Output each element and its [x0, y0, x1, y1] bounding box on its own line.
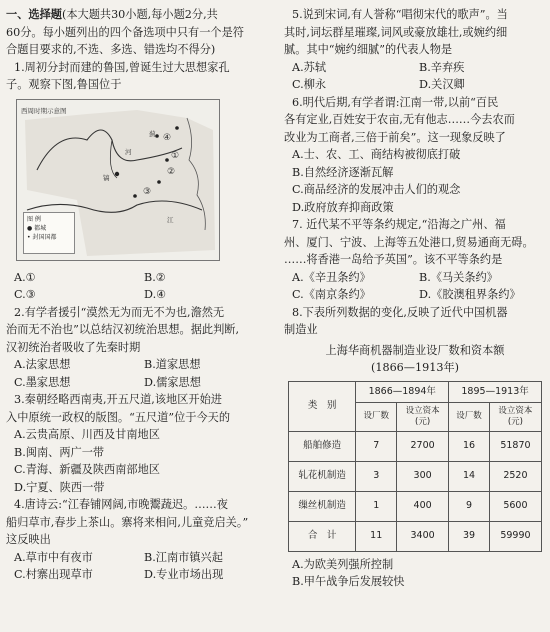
- option: A.士、农、工、商结构被彻底打破: [292, 148, 461, 161]
- option: A.《辛丑条约》: [292, 270, 371, 284]
- table-cell: 2520: [489, 461, 541, 491]
- table-cell: 11: [356, 521, 397, 551]
- table-cell: 缫丝机制造: [289, 491, 356, 521]
- question-1-options: [6, 286, 274, 304]
- table-subheader: 设立资本 (元): [489, 402, 541, 431]
- option: B.《马关条约》: [419, 270, 498, 284]
- table-cell: 9: [449, 491, 490, 521]
- question-5-text: 5.说到宋词,有人誉称“唱彻宋代的歌声”。当: [292, 8, 508, 21]
- table-cell: 合 计: [289, 521, 356, 551]
- option: C.青海、新疆及陕西南部地区: [14, 463, 160, 476]
- question-3-text: 3.秦朝经略西南夷,开五尺道,该地区开始进: [14, 393, 222, 406]
- question-5-text: 其时,词坛群星璀璨,词风或豪放雄壮,或婉约细: [284, 25, 508, 39]
- section-header: [6, 6, 274, 24]
- option: D.宁夏、陕西一带: [14, 480, 105, 494]
- question-6-text: 各有定业,百姓安于农亩,无有他志……今去农而: [284, 113, 515, 126]
- map-label: 江: [167, 215, 174, 224]
- table-total-row: [289, 521, 542, 551]
- table-subheader: 设立资本 (元): [397, 402, 449, 431]
- option: B.江南市镇兴起: [144, 550, 223, 564]
- option: B.甲午战争后发展较快: [292, 575, 405, 588]
- option: C.③: [14, 288, 36, 301]
- question-4-text: 船归草市,春步上茶山。寨将来相问,儿童竞启关。”: [6, 515, 249, 529]
- question-2-text: 治而无不治也”以总结汉初统治思想。据此判断,: [6, 323, 240, 336]
- map-marker-2: ②: [167, 166, 176, 177]
- table-subheader: 设厂数: [449, 402, 490, 431]
- option: A.草市中有夜市: [14, 550, 93, 564]
- option: B.②: [144, 270, 166, 284]
- table-header-period: 1895—1913年: [449, 381, 542, 402]
- table-header-category: 类 别: [289, 381, 356, 431]
- option: B.闽南、两广一带: [14, 445, 105, 459]
- option: B.自然经济逐渐瓦解: [292, 165, 394, 179]
- legend-item: • 封国国都: [27, 233, 57, 241]
- table-header-period: 1866—1894年: [356, 381, 449, 402]
- option: B.辛弃疾: [419, 60, 465, 74]
- map-title: 西周时期示意图: [21, 106, 67, 115]
- legend-capital-label: 都城: [34, 224, 47, 232]
- option: A.法家思想: [14, 358, 71, 371]
- option: B.道家思想: [144, 358, 201, 371]
- question-1-text: 子。观察下图,鲁国位于: [6, 78, 122, 91]
- question-4-options: [6, 566, 274, 584]
- table-header-row: [289, 381, 542, 402]
- table-cell: 1: [356, 491, 397, 521]
- option: A.云贵高原、川西及甘南地区: [14, 428, 160, 441]
- option: D.政府放弃抑商政策: [292, 200, 394, 214]
- question-3-text: 入中原统一政权的版图。“五尺道”位于今天的: [6, 410, 231, 424]
- question-2-options: [6, 356, 274, 374]
- section-note-line: 60分。每小题列出的四个备选项中只有一个是符: [6, 25, 244, 39]
- machine-industry-table: [288, 381, 542, 552]
- question-7-text: 7. 近代某不平等条约规定,“沿海之广州、福: [292, 218, 506, 231]
- question-8-text: 制造业: [284, 323, 318, 336]
- map-legend: [23, 212, 75, 254]
- question-2-text: 汉初统治者吸收了先秦时期: [6, 340, 141, 354]
- table-cell: 14: [449, 461, 490, 491]
- left-column: [6, 6, 274, 584]
- table-cell: 轧花机制造: [289, 461, 356, 491]
- map-marker-3: ③: [143, 186, 152, 197]
- table-cell: 2700: [397, 431, 449, 461]
- option: D.儒家思想: [144, 375, 201, 389]
- legend-item: ● 都城: [27, 224, 47, 232]
- table-row: [289, 491, 542, 521]
- legend-fief-label: 封国国都: [32, 233, 57, 241]
- section-note: (本大题共30小题,每小题2分,共: [61, 8, 218, 21]
- map-label: 河: [125, 147, 132, 156]
- question-7-options: [284, 286, 546, 304]
- question-5-text: 腻。其中“婉约细腻”的代表人物是: [284, 43, 453, 56]
- map-label: 镐: [103, 173, 110, 182]
- table-cell: 59990: [489, 521, 541, 551]
- option: C.柳永: [292, 78, 327, 91]
- question-4-text: 4.唐诗云:“江春铺网阔,市晚鬻蔬迟。……夜: [14, 498, 228, 511]
- option: C.《南京条约》: [292, 288, 371, 301]
- table-row: [289, 431, 542, 461]
- table-cell: 3: [356, 461, 397, 491]
- option: D.《胶澳租界条约》: [419, 288, 521, 301]
- table-subtitle: (1866—1913年): [370, 361, 460, 374]
- option: C.商品经济的发展冲击人们的观念: [292, 183, 461, 196]
- question-2-text: 2.有学者援引“漠然无为而无不为也,澹然无: [14, 305, 225, 319]
- table-cell: 51870: [489, 431, 541, 461]
- right-column: [284, 6, 546, 591]
- option: A.①: [14, 270, 36, 284]
- question-4-options: [6, 549, 274, 567]
- map-label: 蓟: [149, 129, 156, 138]
- question-8-text: 8.下表所列数据的变化,反映了近代中国机器: [292, 305, 508, 319]
- option: D.专业市场出现: [144, 568, 224, 581]
- section-title: 一、选择题: [6, 7, 62, 21]
- table-cell: 400: [397, 491, 449, 521]
- table-cell: 300: [397, 461, 449, 491]
- question-5-options: [284, 59, 546, 77]
- legend-title: 图 例: [27, 215, 41, 223]
- question-1-text: 1.周初分封而建的鲁国,曾诞生过大思想家孔: [14, 60, 230, 74]
- option: D.关汉卿: [419, 78, 465, 91]
- table-cell: 39: [449, 521, 490, 551]
- question-5-options: [284, 76, 546, 94]
- map-marker-4: ④: [163, 132, 172, 143]
- table-cell: 船舶修造: [289, 431, 356, 461]
- question-7-options: [284, 269, 546, 287]
- table-cell: 16: [449, 431, 490, 461]
- question-1-options: [6, 269, 274, 287]
- western-zhou-map: [16, 99, 220, 261]
- option: C.墨家思想: [14, 375, 71, 389]
- table-cell: 7: [356, 431, 397, 461]
- question-6-text: 6.明代后期,有学者谓:江南一带,以前“百民: [292, 95, 499, 109]
- table-title: 上海华商机器制造业设厂数和资本额: [325, 343, 505, 357]
- table-cell: 3400: [397, 521, 449, 551]
- table-subheader: 设厂数: [356, 402, 397, 431]
- option: C.村寨出现草市: [14, 568, 93, 581]
- table-cell: 5600: [489, 491, 541, 521]
- question-4-text: 这反映出: [6, 533, 51, 546]
- question-7-text: 州、厦门、宁波、上海等五处港口,贸易通商无碍。: [284, 235, 534, 249]
- question-2-options: [6, 374, 274, 392]
- section-note-line: 合题目要求的,不选、多选、错选均不得分): [6, 43, 216, 56]
- map-marker-1: ①: [171, 150, 180, 161]
- option: A.苏轼: [292, 60, 327, 74]
- question-7-text: ……将香港一岛给予英国”。该不平等条约是: [284, 253, 503, 266]
- option: A.为欧美列强所控制: [292, 557, 394, 571]
- question-6-text: 改业为工商者,三倍于前矣”。这一现象反映了: [284, 130, 506, 144]
- option: D.④: [144, 288, 167, 301]
- table-row: [289, 461, 542, 491]
